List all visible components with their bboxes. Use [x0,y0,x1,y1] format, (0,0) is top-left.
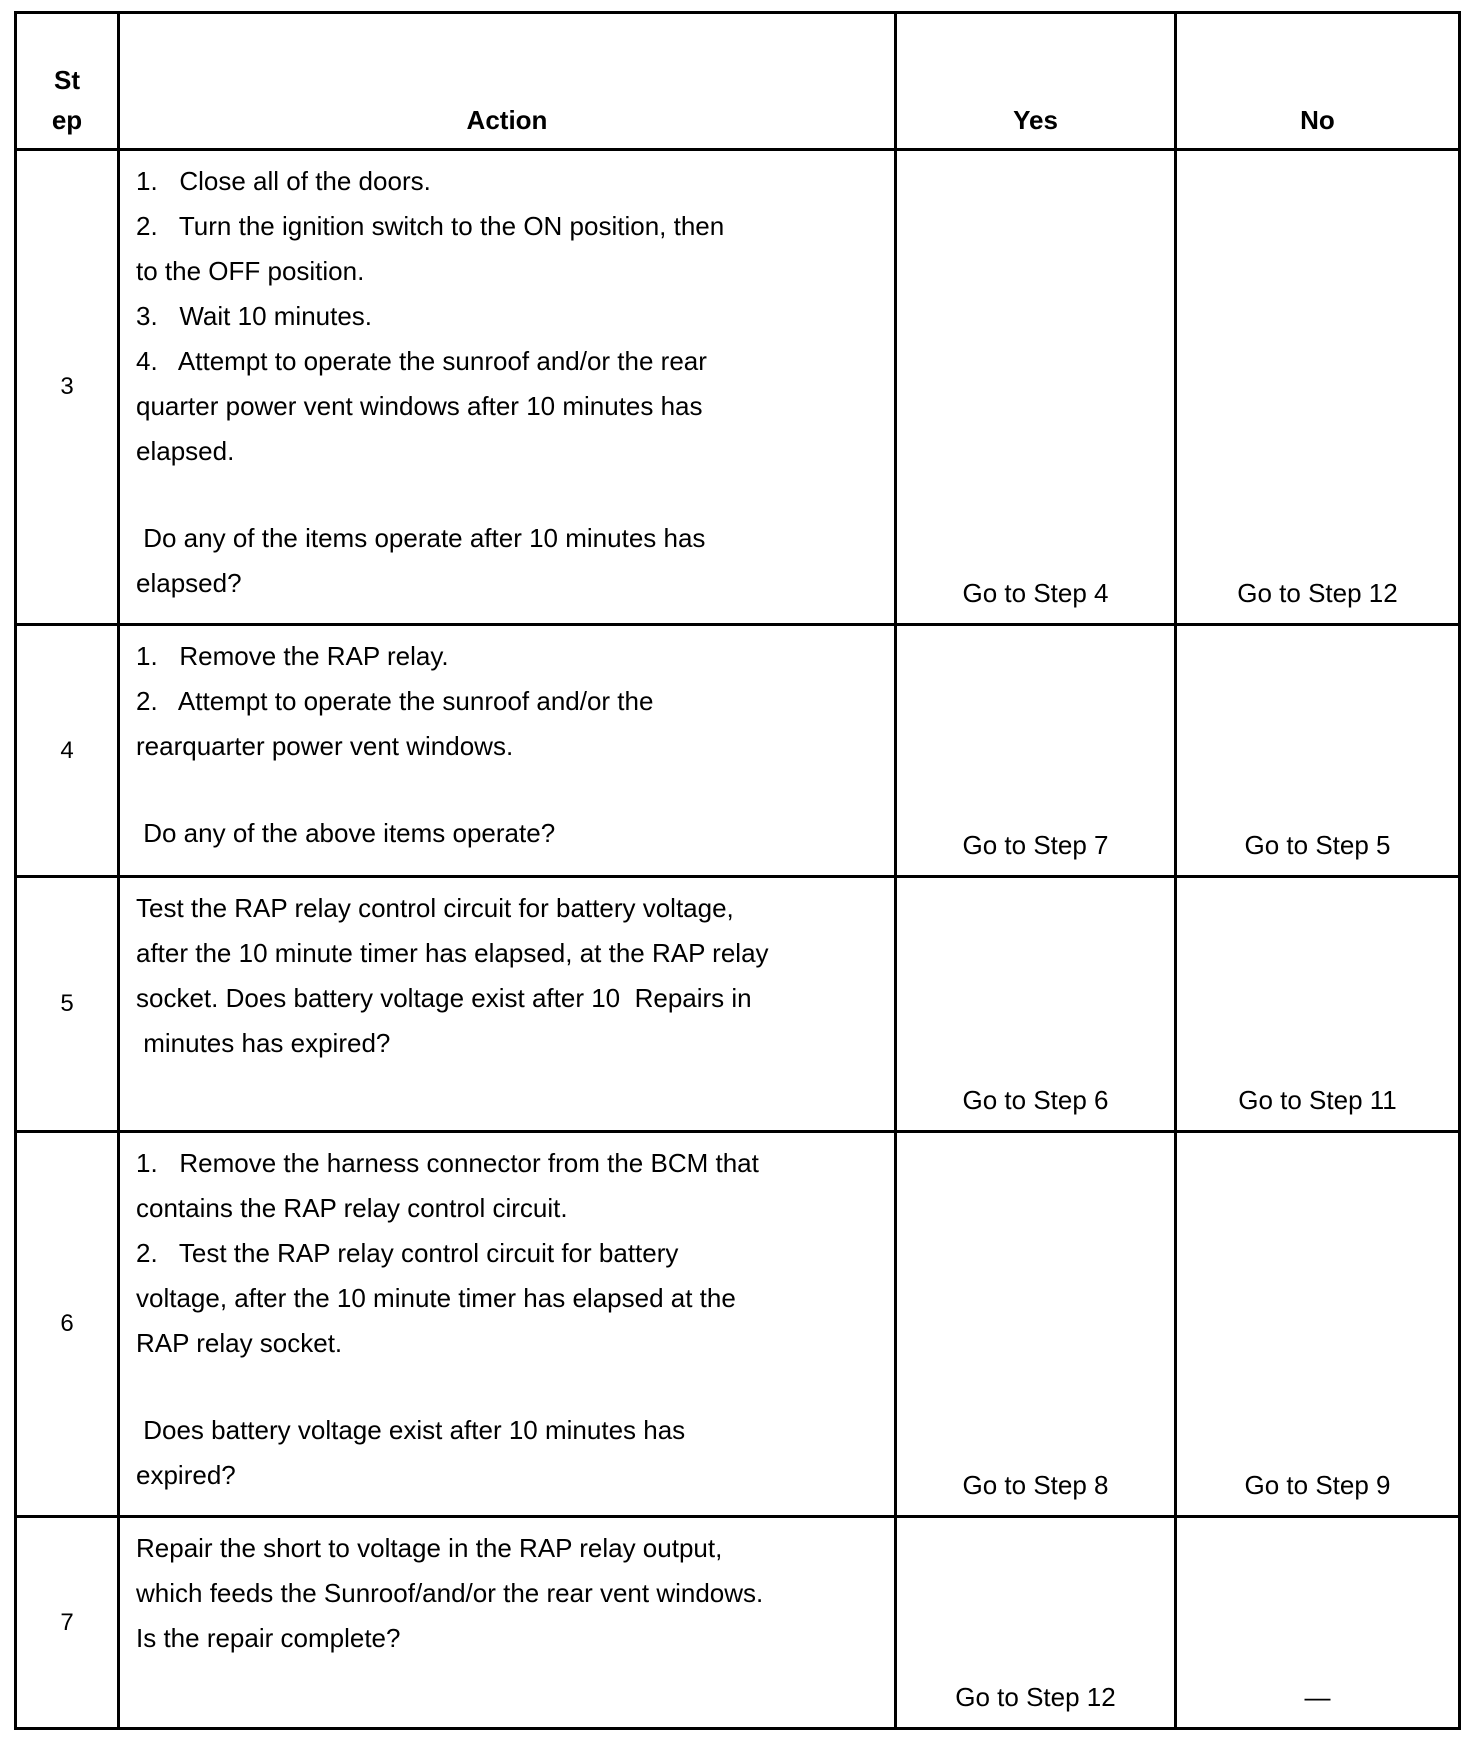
action-line: 1. Remove the harness connector from the BCM that [136,1148,759,1178]
action-line: 3. Wait 10 minutes. [136,301,373,331]
action-cell [119,877,896,1132]
action-line: Test the RAP relay control circuit for battery voltage, [136,893,734,923]
spacer [136,769,882,811]
action-line: elapsed. [136,436,235,466]
table-row [16,1517,1460,1729]
header-step-line1: St [54,65,80,95]
yes-result: Go to Step 6 [896,877,1176,1132]
action-question: Does battery voltage exist after 10 minutes has [136,1415,686,1445]
action-line: 2. Test the RAP relay control circuit for battery [136,1238,679,1268]
action-line: 1. Remove the RAP relay. [136,641,449,671]
header-no: No [1176,13,1460,150]
action-line: rearquarter power vent windows. [136,731,514,761]
yes-result: Go to Step 8 [896,1132,1176,1517]
table-row [16,1132,1460,1517]
action-line: 1. Close all of the doors. [136,166,431,196]
action-question: expired? [136,1460,236,1490]
action-cell [119,1517,896,1729]
action-question: Do any of the items operate after 10 minutes has [136,523,706,553]
no-result: — [1176,1517,1460,1729]
no-result: Go to Step 12 [1176,150,1460,625]
header-yes: Yes [896,13,1176,150]
action-line: quarter power vent windows after 10 minutes has [136,391,703,421]
action-cell [119,1132,896,1517]
action-line: minutes has expired? [136,1028,391,1058]
action-line: Repair the short to voltage in the RAP relay output, [136,1533,723,1563]
header-action: Action [119,13,896,150]
table-row [16,877,1460,1132]
table-row [16,625,1460,877]
header-step-line2: ep [51,105,83,135]
spacer [136,474,882,516]
action-line: 4. Attempt to operate the sunroof and/or the rear [136,346,707,376]
action-line: contains the RAP relay control circuit. [136,1193,568,1223]
diagnostic-table [14,11,1461,1730]
action-line: Is the repair complete? [136,1623,401,1653]
action-question: Do any of the above items operate? [136,818,556,848]
action-line: voltage, after the 10 minute timer has elapsed at the [136,1283,736,1313]
action-cell [119,625,896,877]
table-row [16,150,1460,625]
action-line: 2. Attempt to operate the sunroof and/or the [136,686,654,716]
yes-result: Go to Step 7 [896,625,1176,877]
action-line: which feeds the Sunroof/and/or the rear vent windows. [136,1578,764,1608]
action-question: elapsed? [136,568,242,598]
step-number: 5 [16,877,119,1132]
step-number: 7 [16,1517,119,1729]
header-step [16,13,119,150]
no-result: Go to Step 9 [1176,1132,1460,1517]
action-line: socket. Does battery voltage exist after 10 Repairs in [136,983,752,1013]
no-result: Go to Step 5 [1176,625,1460,877]
step-number: 3 [16,150,119,625]
header-row [16,13,1460,150]
action-line: 2. Turn the ignition switch to the ON position, then [136,211,725,241]
action-line: to the OFF position. [136,256,365,286]
yes-result: Go to Step 12 [896,1517,1176,1729]
yes-result: Go to Step 4 [896,150,1176,625]
action-cell [119,150,896,625]
step-number: 4 [16,625,119,877]
no-result: Go to Step 11 [1176,877,1460,1132]
action-line: RAP relay socket. [136,1328,343,1358]
step-number: 6 [16,1132,119,1517]
spacer [136,1366,882,1408]
action-line: after the 10 minute timer has elapsed, at the RAP relay [136,938,769,968]
